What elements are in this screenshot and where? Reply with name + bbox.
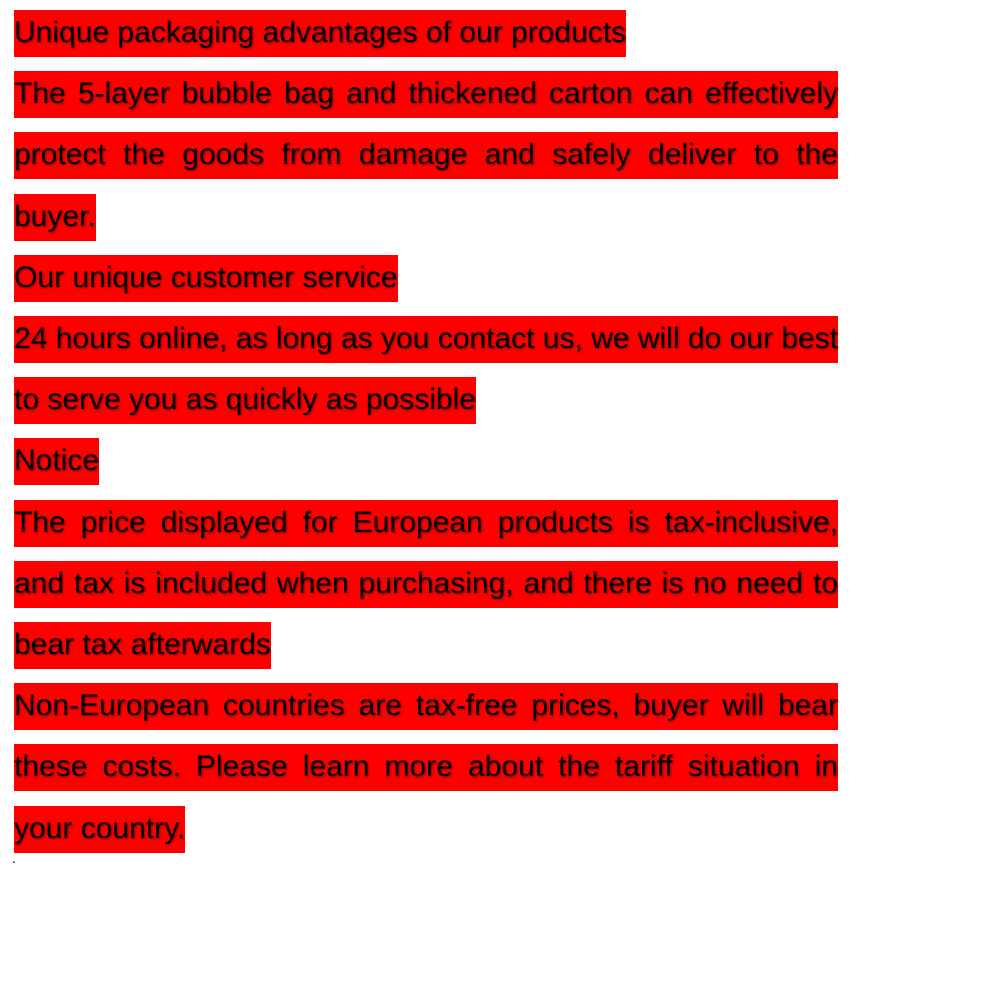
document-body (14, 2, 838, 859)
packaging-description-text: The 5-layer bubble bag and thickened carton can effectively protect the goods from damage and safely deliver to the buyer. (14, 71, 838, 240)
packaging-heading (14, 2, 838, 63)
non-european-tax-notice (14, 675, 838, 859)
packaging-description (14, 63, 838, 247)
customer-service-heading-text: Our unique customer service (14, 255, 398, 302)
trailing-mark: . (12, 850, 16, 866)
packaging-heading-text: Unique packaging advantages of our products (14, 10, 626, 57)
customer-service-heading (14, 247, 838, 308)
notice-heading-text: Notice (14, 438, 99, 485)
non-european-tax-notice-text: Non-European countries are tax-free prices, buyer will bear these costs. Please learn more about the tariff situation in your country. (14, 683, 838, 852)
european-tax-notice-text: The price displayed for European products is tax-inclusive, and tax is included when purchasing, and there is no need to bear tax afterwards (14, 500, 838, 669)
customer-service-description-text: 24 hours online, as long as you contact us, we will do our best to serve you as quickly as possible (14, 316, 838, 424)
customer-service-description (14, 308, 838, 430)
notice-heading (14, 430, 838, 491)
european-tax-notice (14, 492, 838, 676)
